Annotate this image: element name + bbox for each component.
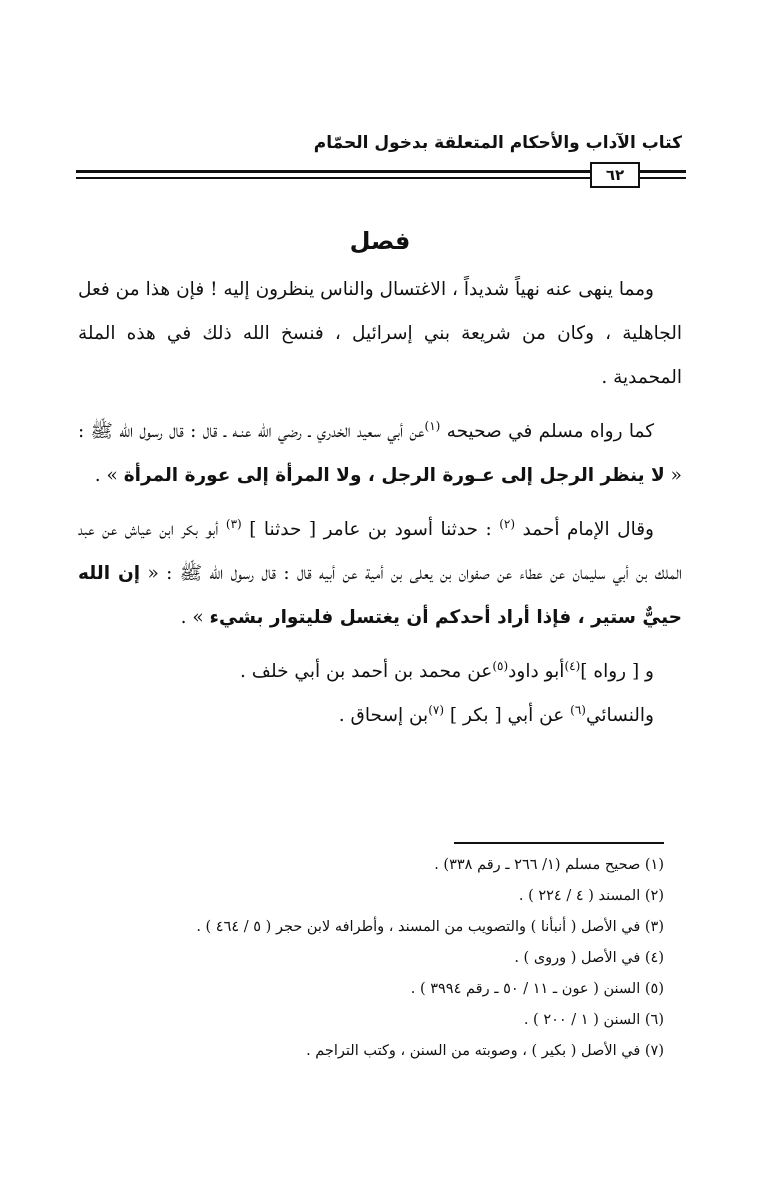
text-segment: أبو داود [508, 661, 565, 682]
footnote-7: (٧) في الأصل ( بكير ) ، وصوبته من السنن ، وكتب التراجم . [306, 1043, 664, 1059]
footnote-4: (٤) في الأصل ( وروى ) . [514, 950, 664, 966]
footnote-ref-3: (٣) [225, 516, 242, 531]
text-segment: بن إسحاق . [338, 705, 429, 726]
text-segment: والنسائي [585, 705, 654, 726]
hadith-text: لا ينظر الرجل إلى عـورة الرجل ، ولا المرأة إلى عورة المرأة [123, 465, 665, 486]
text-segment: عن أبي [ بكر ] [444, 705, 571, 726]
header-rule [76, 162, 686, 190]
paragraph-2 [78, 410, 682, 498]
section-title: فصل [349, 227, 411, 255]
text-segment: عن أبي سعيد الخدري ـ رضي الله عنـه ـ قال : قال رسول الله ﷺ : « [78, 421, 682, 486]
footnote-1: (١) صحيح مسلم (١/ ٢٦٦ ـ رقم ٣٣٨) . [434, 857, 664, 873]
text-segment: » . [94, 465, 124, 486]
text-segment: وقال الإمام أحمد [515, 519, 654, 540]
footnote-ref-4: (٤) [564, 658, 581, 673]
hadith-text: إن الله حييٌّ ستير ، فإذا أراد أحدكم أن يغتسل فليتوار بشيء [78, 563, 682, 628]
text-segment: عن محمد بن أحمد بن أبي خلف . [240, 661, 493, 682]
footnote-separator [454, 842, 664, 844]
footnote-6: (٦) السنن ( ١ / ٢٠٠ ) . [523, 1012, 664, 1028]
page-number: ٦٢ [590, 162, 640, 188]
main-text [78, 268, 682, 738]
text-segment: كما رواه مسلم في صحيحه [440, 421, 654, 442]
text-segment: أبو بكر ابن عياش عن عبد الملك بن أبي سليمان عن عطاء عن صفوان بن يعلى بن أمية عن أبيه قال : قال رسول الله ﷺ : « [78, 519, 682, 584]
footnote-ref-6: (٦) [570, 702, 586, 717]
paragraph-3 [78, 508, 682, 640]
paragraph-4 [78, 650, 682, 694]
footnote-ref-1: (١) [424, 418, 441, 433]
paragraph-5 [78, 694, 682, 738]
footnotes-list [74, 850, 664, 1067]
footnote-5: (٥) السنن ( عون ـ ١١ / ٥٠ ـ رقم ٣٩٩٤ ) . [410, 981, 664, 997]
footnote-ref-7: (٧) [428, 702, 445, 717]
footnote-ref-5: (٥) [492, 658, 509, 673]
text-segment: و [ رواه ] [580, 661, 654, 682]
footnote-2: (٢) المسند ( ٤ / ٢٢٤ ) . [518, 888, 664, 904]
text-segment: : حدثنا أسود بن عامر [ حدثنا ] [241, 519, 500, 540]
running-header: كتاب الآداب والأحكام المتعلقة بدخول الحمّام [313, 133, 682, 153]
footnote-ref-2: (٢) [499, 516, 516, 531]
paragraph-1: ومما ينهى عنه نهياً شديداً ، الاغتسال والناس ينظرون إليه ! فإن هذا من فعل الجاهلية ، وكان من شريعة بني إسرائيل ، فنسخ الله ذلك في هذه الملة المحمدية . [78, 279, 682, 388]
text-segment: » . [180, 607, 210, 628]
footnote-3: (٣) في الأصل ( أنبأنا ) والتصويب من المسند ، وأطرافه لابن حجر ( ٥ / ٤٦٤ ) . [196, 919, 664, 935]
